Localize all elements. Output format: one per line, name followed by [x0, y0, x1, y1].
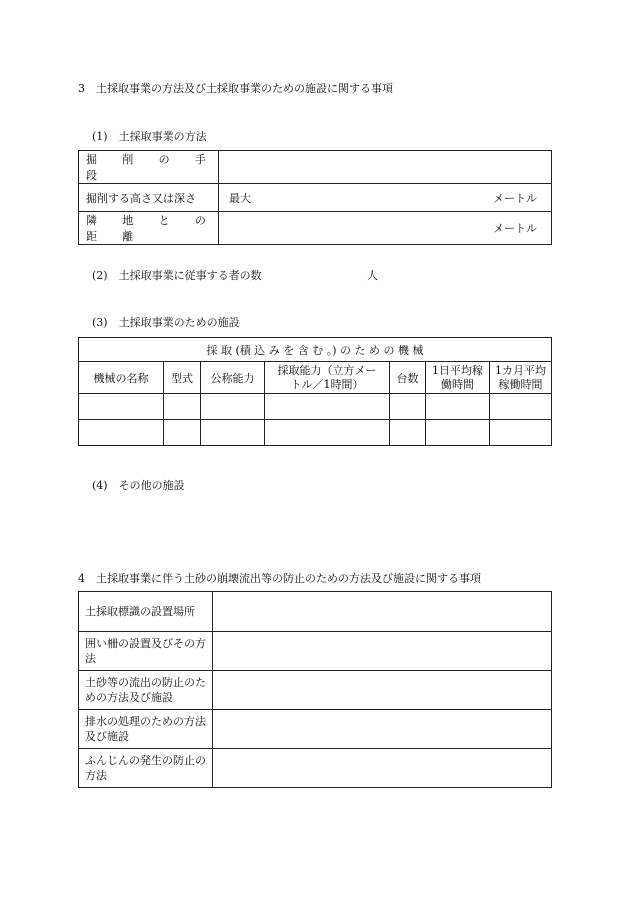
- runoff-prevention-field[interactable]: [213, 671, 552, 710]
- table-cell[interactable]: [79, 394, 164, 420]
- table-cell[interactable]: [201, 420, 265, 446]
- table-row: [79, 184, 552, 212]
- excavation-means-field[interactable]: [219, 151, 552, 184]
- row-label: 掘削する高さ又は深さ: [79, 184, 219, 212]
- drainage-field[interactable]: [213, 710, 552, 749]
- section-3-heading: 3 土採取事業の方法及び土採取事業のための施設に関する事項: [78, 82, 393, 95]
- subsection-2-heading: (2) 土採取事業に従事する者の数: [92, 269, 262, 282]
- row-label: 土砂等の流出の防止のための方法及び施設: [79, 671, 213, 710]
- table-cell[interactable]: [265, 394, 390, 420]
- row-label: 隣 地 と の 距 離: [79, 212, 219, 245]
- table-row: [79, 592, 552, 632]
- row-label: 土採取標識の設置場所: [79, 592, 213, 632]
- sign-location-field[interactable]: [213, 592, 552, 632]
- fence-method-field[interactable]: [213, 632, 552, 671]
- table-cell[interactable]: [201, 394, 265, 420]
- table-cell[interactable]: [164, 394, 201, 420]
- prevention-measures-table: [78, 591, 552, 788]
- neighbor-distance-field[interactable]: [219, 212, 552, 245]
- dust-prevention-field[interactable]: [213, 749, 552, 788]
- table-title-row: [79, 338, 552, 362]
- column-header: 機械の名称: [79, 362, 164, 394]
- table-cell[interactable]: [79, 420, 164, 446]
- subsection-4-heading: (4) その他の施設: [92, 479, 185, 492]
- column-header: 1日平均稼働時間: [426, 362, 490, 394]
- excavation-method-table: [78, 150, 552, 245]
- column-header: 台数: [390, 362, 426, 394]
- subsection-1-heading: (1) 土採取事業の方法: [92, 130, 207, 143]
- row-label: 掘 削 の 手 段: [79, 151, 219, 184]
- row-label: 囲い柵の設置及びその方法: [79, 632, 213, 671]
- unit-label: メートル: [493, 222, 537, 235]
- table-row: [79, 394, 552, 420]
- machinery-table: [78, 337, 552, 446]
- table-cell[interactable]: [490, 420, 552, 446]
- row-label: 排水の処理のための方法及び施設: [79, 710, 213, 749]
- table-cell[interactable]: [426, 420, 490, 446]
- table-row: [79, 671, 552, 710]
- table-row: [79, 212, 552, 245]
- excavation-height-field[interactable]: [219, 184, 552, 212]
- machinery-table-title: 採 取 (積 込 み を 含 む 。) の た め の 機 械: [79, 338, 552, 362]
- table-header-row: [79, 362, 552, 394]
- column-header: 型式: [164, 362, 201, 394]
- column-header: 1カ月平均稼働時間: [490, 362, 552, 394]
- column-header: 採取能力（立方メートル／1時間）: [265, 362, 390, 394]
- table-cell[interactable]: [164, 420, 201, 446]
- subsection-3-heading: (3) 土採取事業のための施設: [92, 316, 240, 329]
- table-cell[interactable]: [390, 394, 426, 420]
- table-cell[interactable]: [426, 394, 490, 420]
- table-row: [79, 749, 552, 788]
- table-row: [79, 151, 552, 184]
- table-row: [79, 420, 552, 446]
- table-cell[interactable]: [390, 420, 426, 446]
- row-label: ふんじんの発生の防止の方法: [79, 749, 213, 788]
- section-4-heading: 4 土採取事業に伴う土砂の崩壊流出等の防止のための方法及び施設に関する事項: [78, 572, 481, 585]
- table-cell[interactable]: [490, 394, 552, 420]
- table-cell[interactable]: [265, 420, 390, 446]
- unit-label: メートル: [493, 191, 537, 205]
- table-row: [79, 632, 552, 671]
- table-row: [79, 710, 552, 749]
- column-header: 公称能力: [201, 362, 265, 394]
- value-prefix: 最大: [229, 191, 251, 205]
- workers-unit-label: 人: [367, 269, 378, 282]
